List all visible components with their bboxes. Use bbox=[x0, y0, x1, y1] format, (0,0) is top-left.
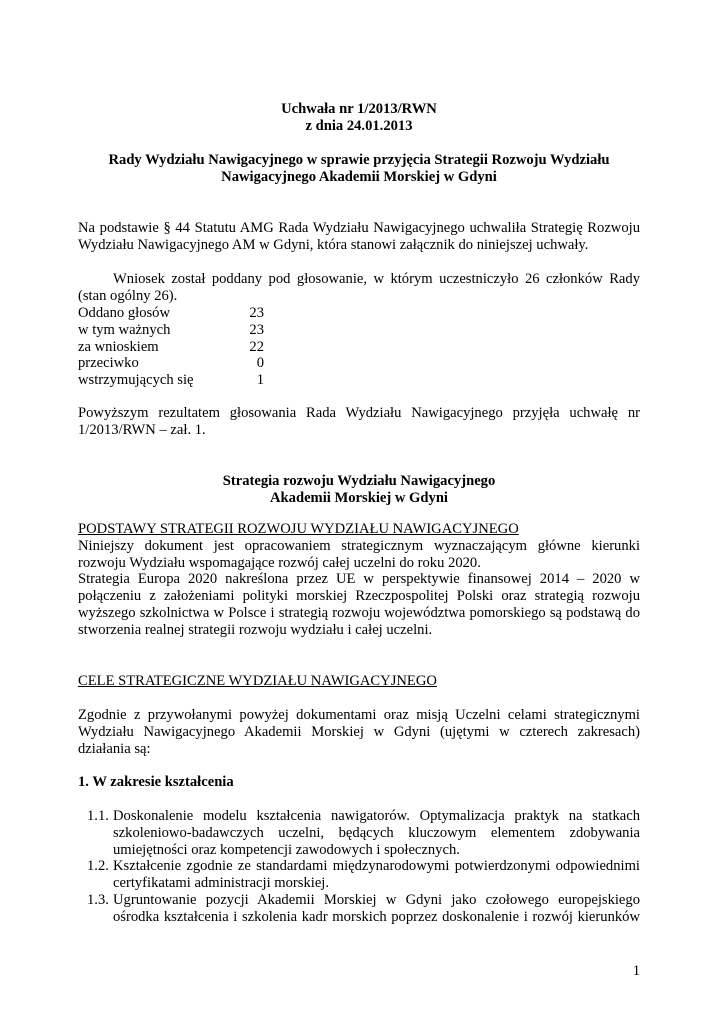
basis-line: stworzenia realnej strategii rozwoju wydziału i całej uczelni. bbox=[78, 621, 433, 638]
result-line: 1/2013/RWN – zał. 1. bbox=[78, 421, 206, 438]
list-item-line: szkoleniowo-badawczych uczelni, będących kluczowym elementem zdobywania bbox=[113, 824, 640, 841]
goals-line: Zgodnie z przywołanymi powyżej dokumentami oraz misją Uczelni celami strategicznymi bbox=[78, 707, 640, 723]
vote-label: przeciwko bbox=[78, 355, 139, 372]
vote-paragraph bbox=[78, 271, 640, 305]
strategy-title-line: Strategia rozwoju Wydziału Nawigacyjnego bbox=[222, 473, 496, 489]
vote-value: 0 bbox=[256, 355, 264, 372]
vote-result-paragraph bbox=[78, 405, 640, 439]
resolution-title: Uchwała nr 1/2013/RWN bbox=[281, 101, 437, 117]
goals-line: Wydziału Nawigacyjnego Akademii Morskiej w Gdyni (ujętymi w czterech zakresach) bbox=[78, 723, 640, 740]
intro-paragraph bbox=[78, 220, 640, 254]
strategy-title-line: Akademii Morskiej w Gdyni bbox=[270, 489, 448, 506]
list-item-number: 1.1. bbox=[87, 808, 109, 824]
list-item-line: ośrodka kształcenia i szkolenia kadr morskich poprzez doskonalenie i rozwój kierunków bbox=[113, 908, 640, 925]
result-line: Powyższym rezultatem głosowania Rada Wydziału Nawigacyjnego przyjęła uchwałę nr bbox=[78, 405, 640, 421]
list-item-line: Kształcenie zgodnie ze standardami międzynarodowymi potwierdzonymi odpowiednimi bbox=[113, 858, 640, 874]
basis-line: Strategia Europa 2020 nakreślona przez UE w perspektywie finansowej 2014 – 2020 w bbox=[78, 571, 640, 588]
goals-line: działania są: bbox=[78, 740, 151, 757]
resolution-heading bbox=[78, 101, 640, 135]
strategy-title bbox=[78, 473, 640, 507]
vote-value: 22 bbox=[249, 338, 264, 355]
vote-value: 23 bbox=[249, 321, 264, 338]
basis-line: rozwoju Wydziału wspomagające rozwój całej uczelni do roku 2020. bbox=[78, 554, 481, 571]
vote-row bbox=[78, 372, 640, 389]
vote-row bbox=[78, 305, 640, 322]
intro-line: Na podstawie § 44 Statutu AMG Rada Wydziału Nawigacyjnego uchwaliła Strategię Rozwoju bbox=[78, 220, 640, 236]
goals-paragraph bbox=[78, 707, 640, 757]
subject-line: Nawigacyjnego Akademii Morskiej w Gdyni bbox=[221, 168, 497, 185]
resolution-subject bbox=[78, 152, 640, 186]
vote-value: 23 bbox=[249, 305, 264, 321]
list-item-line: Doskonalenie modelu kształcenia nawigatorów. Optymalizacja praktyk na statkach bbox=[113, 808, 640, 824]
basis-line: Niniejszy dokument jest opracowaniem strategicznym wyznaczającym główne kierunki bbox=[78, 537, 640, 554]
vote-label: za wnioskiem bbox=[78, 338, 159, 355]
basis-section bbox=[78, 521, 640, 639]
basis-line: połączeniu z założeniami polityki morskiej Rzeczpospolitej Polski oraz strategią rozwoju bbox=[78, 588, 640, 605]
intro-line: Wydziału Nawigacyjnego AM w Gdyni, która stanowi załącznik do niniejszej uchwały. bbox=[78, 236, 589, 253]
vote-row bbox=[78, 355, 640, 372]
list-item-text bbox=[113, 892, 640, 926]
vote-row bbox=[78, 322, 640, 339]
list-item-number: 1.3. bbox=[87, 892, 109, 908]
resolution-date: z dnia 24.01.2013 bbox=[305, 117, 413, 134]
list-item-line: certyfikatami administracji morskiej. bbox=[113, 874, 329, 891]
section1-heading: 1. W zakresie kształcenia bbox=[78, 774, 234, 790]
vote-label: w tym ważnych bbox=[78, 321, 171, 338]
goals-heading: CELE STRATEGICZNE WYDZIAŁU NAWIGACYJNEGO bbox=[78, 673, 437, 689]
basis-heading: PODSTAWY STRATEGII ROZWOJU WYDZIAŁU NAWIGACYJNEGO bbox=[78, 521, 519, 537]
vote-label: Oddano głosów bbox=[78, 305, 171, 321]
vote-value: 1 bbox=[256, 372, 264, 389]
list-item-text bbox=[113, 808, 640, 858]
vote-row bbox=[78, 339, 640, 356]
list-item-text bbox=[113, 858, 640, 892]
list-item-line: umiejętności oraz kompetencji zawodowych i społecznych. bbox=[113, 841, 460, 858]
goals-heading-block bbox=[78, 673, 640, 690]
vote-results-table bbox=[78, 305, 640, 389]
vote-line: (stan ogólny 26). bbox=[78, 287, 178, 304]
list-item-number: 1.2. bbox=[87, 858, 109, 874]
vote-line: Wniosek został poddany pod głosowanie, w którym uczestniczyło 26 członków Rady bbox=[113, 271, 640, 287]
list-item-line: Ugruntowanie pozycji Akademii Morskiej w Gdyni jako czołowego europejskiego bbox=[113, 892, 640, 908]
page-number: 1 bbox=[632, 963, 640, 979]
vote-label: wstrzymujących się bbox=[78, 372, 194, 389]
basis-line: wyższego szkolnictwa w Polsce i strategią rozwoju województwa pomorskiego są podstawą do bbox=[78, 604, 640, 621]
subject-line: Rady Wydziału Nawigacyjnego w sprawie przyjęcia Strategii Rozwoju Wydziału bbox=[108, 152, 610, 168]
